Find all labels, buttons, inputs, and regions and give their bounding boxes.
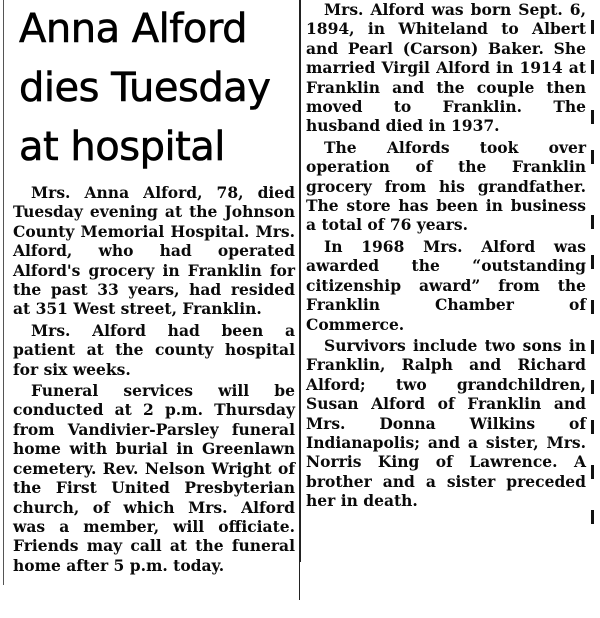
headline <box>19 0 295 177</box>
paragraph-hospital-stay: Mrs. Alford had been a patient at the county hospital for six weeks. <box>13 320 295 379</box>
headline-line-3: at hospital <box>19 124 225 170</box>
right-column <box>306 0 586 511</box>
paragraph-grocery-history: The Alfords took over operation of the Franklin grocery from his grandfather. The store has been in business a total of 76 years. <box>306 137 586 235</box>
column-divider-rule <box>299 0 301 600</box>
blank-area <box>300 562 600 618</box>
left-column <box>13 0 295 575</box>
headline-line-2: dies Tuesday <box>19 65 271 111</box>
left-column-rule <box>3 0 4 585</box>
paragraph-survivors: Survivors include two sons in Franklin, Ralph and Richard Alford; two grandchildren, Susan Alford of Franklin and Mrs. Donna Wilkins of Indianapolis; and a sister, Mrs. Norris King of Lawrence. A brother and a sister preceded her in death. <box>306 335 586 511</box>
paragraph-death-notice: Mrs. Anna Alford, 78, died Tuesday evening at the Johnson County Memorial Hospital. Mrs. Alford, who had operated Alford's grocery in Franklin for the past 33 years, had resided at 351 West street, Franklin. <box>13 183 295 319</box>
paragraph-birth-marriage: Mrs. Alford was born Sept. 6, 1894, in Whiteland to Albert and Pearl (Carson) Baker. She married Virgil Alford in 1914 at Franklin and the couple then moved to Franklin. The husband died in 1937. <box>306 0 586 136</box>
paragraph-citizenship-award: In 1968 Mrs. Alford was awarded the “outstanding citizenship award” from the Franklin Chamber of Commerce. <box>306 236 586 334</box>
adjacent-column-edge <box>589 0 600 560</box>
headline-line-1: Anna Alford <box>19 6 247 52</box>
paragraph-funeral-services: Funeral services will be conducted at 2 p.m. Thursday from Vandivier-Parsley funeral home with burial in Greenlawn cemetery. Rev. Nelson Wright of the First United Presbyterian church, of which Mrs. Alford was a member, will officiate. Friends may call at the funeral home after 5 p.m. today. <box>13 381 295 575</box>
